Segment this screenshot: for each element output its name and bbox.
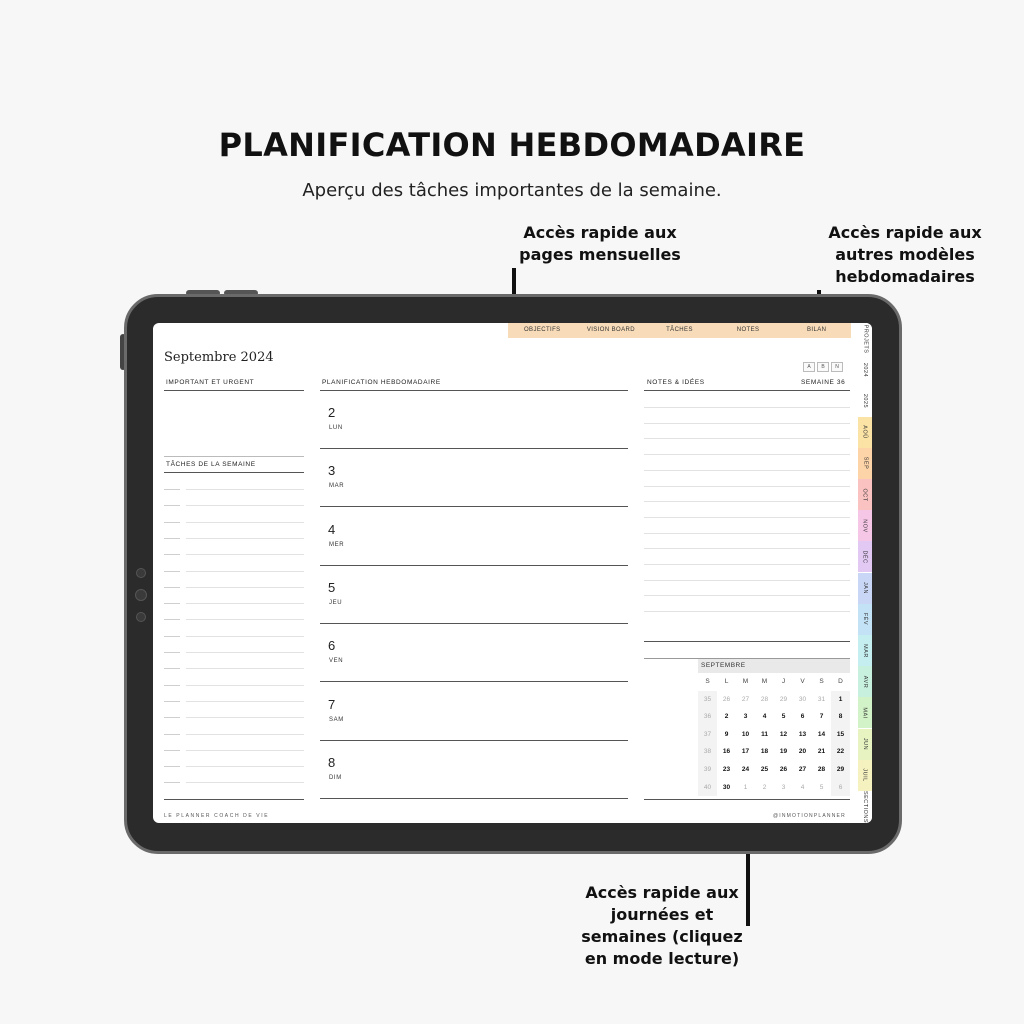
notes-ideas-label: NOTES & IDÉES <box>647 379 705 386</box>
mini-calendar-week <box>698 691 850 709</box>
weekday-header: M <box>742 678 749 685</box>
day-name: MAR <box>329 483 345 490</box>
calendar-day-link[interactable]: 11 <box>761 730 768 738</box>
task-line[interactable] <box>186 717 304 718</box>
side-tab-label: JUIL <box>862 768 868 782</box>
week-number-link[interactable]: 36 <box>698 708 717 726</box>
day-number: 2 <box>328 405 336 420</box>
week-number-link[interactable]: 35 <box>698 691 717 709</box>
calendar-day-link[interactable]: 31 <box>817 695 826 703</box>
calendar-day-link[interactable]: 10 <box>741 730 750 738</box>
day-number: 5 <box>328 579 336 595</box>
divider <box>164 472 304 473</box>
day-name: VEN <box>329 658 344 665</box>
task-line[interactable] <box>186 505 304 506</box>
nav-taches[interactable]: TÂCHES <box>645 323 714 338</box>
mini-calendar-week <box>698 708 850 726</box>
calendar-day-link[interactable]: 16 <box>722 748 731 756</box>
day-row[interactable] <box>320 741 628 799</box>
divider <box>164 390 304 391</box>
calendar-day-link[interactable]: 23 <box>722 765 731 773</box>
side-tab-label: MAI <box>862 707 868 719</box>
note-line[interactable] <box>644 501 850 502</box>
task-line[interactable] <box>186 766 304 767</box>
note-line[interactable] <box>644 454 850 455</box>
day-row[interactable] <box>320 624 628 682</box>
divider <box>164 456 304 457</box>
task-checkbox-line[interactable] <box>164 554 180 555</box>
task-checkbox-line[interactable] <box>164 750 180 751</box>
weekday-header: D <box>838 678 843 685</box>
task-line[interactable] <box>186 734 304 735</box>
calendar-day-link[interactable]: 26 <box>722 695 731 703</box>
side-tab[interactable] <box>858 635 872 666</box>
divider <box>164 799 304 800</box>
planner-screen <box>153 323 872 823</box>
calendar-day-link[interactable]: 27 <box>741 695 750 703</box>
divider <box>644 641 850 642</box>
day-name: LUN <box>329 425 343 431</box>
calendar-day-link[interactable]: 12 <box>779 730 788 738</box>
calendar-day-link[interactable]: 4 <box>800 783 805 791</box>
side-tab[interactable] <box>858 729 872 760</box>
calendar-day-link[interactable]: 21 <box>817 748 826 756</box>
calendar-day-link[interactable]: 27 <box>798 765 807 773</box>
divider <box>644 799 850 800</box>
calendar-day-link[interactable]: 5 <box>819 783 824 791</box>
side-tab-label: PROJETS <box>862 324 868 353</box>
page-headline: PLANIFICATION HEBDOMADAIRE <box>218 126 806 164</box>
day-name: JEU <box>329 599 343 606</box>
note-line[interactable] <box>644 407 850 408</box>
calendar-day-link[interactable]: 25 <box>760 765 769 773</box>
task-checkbox-line[interactable] <box>164 489 180 490</box>
task-checkbox-line[interactable] <box>164 522 180 523</box>
day-name: DIM <box>329 774 342 781</box>
nav-vision-board[interactable]: VISION BOARD <box>577 323 646 338</box>
mini-calendar-title: SEPTEMBRE <box>698 659 850 673</box>
week-nav-button[interactable]: A <box>803 362 815 372</box>
calendar-day-link[interactable]: 24 <box>741 765 750 773</box>
weekday-header: S <box>819 678 824 685</box>
calendar-day-link[interactable]: 6 <box>800 713 805 721</box>
calendar-day-link[interactable]: 26 <box>779 765 788 773</box>
calendar-day-link[interactable]: 3 <box>743 713 748 721</box>
side-tab[interactable] <box>858 448 872 479</box>
callout-monthly-pages <box>500 222 700 266</box>
mini-calendar-week <box>698 779 850 797</box>
mini-calendar-header <box>698 673 850 691</box>
calendar-day-link[interactable]: 15 <box>831 726 850 744</box>
side-tab-label: NOV <box>861 518 868 533</box>
callout-line: en mode lecture) <box>584 949 740 968</box>
side-tab-label: SECTIONS <box>862 790 868 823</box>
week-nav-button[interactable]: B <box>817 362 829 372</box>
side-tab-label: DÉC <box>862 550 868 564</box>
callout-line: Accès rapide aux <box>828 223 982 242</box>
calendar-day-link[interactable]: 29 <box>779 695 788 703</box>
calendar-day-link[interactable]: 13 <box>798 730 807 738</box>
calendar-day-link[interactable]: 2 <box>724 713 729 721</box>
calendar-day-link[interactable]: 4 <box>762 713 767 721</box>
side-tab-label: AOÛ <box>861 425 868 439</box>
task-line[interactable] <box>186 782 304 783</box>
day-name: MER <box>329 541 345 548</box>
camera-icon <box>136 568 146 578</box>
task-checkbox-line[interactable] <box>164 734 180 735</box>
calendar-day-link[interactable]: 19 <box>779 748 788 756</box>
calendar-day-link[interactable]: 18 <box>760 748 769 756</box>
footer-handle: @INMOTIONPLANNER <box>773 813 846 819</box>
note-line[interactable] <box>644 564 850 565</box>
calendar-day-link[interactable]: 8 <box>831 708 850 726</box>
day-row[interactable] <box>320 683 628 741</box>
weekday-header: L <box>724 678 729 685</box>
task-checkbox-line[interactable] <box>164 717 180 718</box>
side-tab[interactable] <box>858 573 872 604</box>
nav-bilan[interactable]: BILAN <box>782 323 851 338</box>
note-line[interactable] <box>644 517 850 518</box>
side-tab-label: OCT <box>862 487 868 502</box>
task-checkbox-line[interactable] <box>164 685 180 686</box>
mini-calendar-week <box>698 726 850 744</box>
note-line[interactable] <box>644 580 850 581</box>
task-line[interactable] <box>186 668 304 669</box>
side-tab[interactable] <box>858 791 872 822</box>
task-checkbox-line[interactable] <box>164 571 180 572</box>
calendar-day-link[interactable]: 20 <box>798 748 807 756</box>
camera-icon <box>136 612 146 622</box>
calendar-day-link[interactable]: 30 <box>722 783 731 791</box>
task-line[interactable] <box>186 489 304 490</box>
task-checkbox-line[interactable] <box>164 766 180 767</box>
day-row[interactable] <box>320 508 628 566</box>
mini-calendar-week <box>698 743 850 761</box>
side-tab[interactable] <box>858 541 872 572</box>
callout-line: Accès rapide aux <box>523 223 677 242</box>
calendar-day-link[interactable]: 9 <box>724 730 729 738</box>
task-line[interactable] <box>186 587 304 588</box>
side-tab[interactable] <box>858 760 872 791</box>
week-nav-button[interactable]: N <box>831 362 843 372</box>
task-checkbox-line[interactable] <box>164 619 180 620</box>
calendar-day-link[interactable]: 1 <box>743 783 748 791</box>
note-line[interactable] <box>644 595 850 596</box>
calendar-day-link[interactable]: 14 <box>817 730 826 738</box>
side-tab-label: 2025 <box>862 393 868 409</box>
week-nav <box>803 362 843 372</box>
task-line[interactable] <box>186 619 304 620</box>
task-line[interactable] <box>186 685 304 686</box>
side-tab-label: 2024 <box>862 362 868 377</box>
tasks-week-label: TÂCHES DE LA SEMAINE <box>166 461 256 468</box>
side-tab[interactable] <box>858 697 872 728</box>
side-tab-label: MAR <box>861 643 868 658</box>
day-number: 6 <box>328 638 336 654</box>
callout-weekly-templates <box>810 222 1000 288</box>
nav-objectifs[interactable]: OBJECTIFS <box>508 323 577 338</box>
task-checkbox-line[interactable] <box>164 782 180 783</box>
weekly-planning-label: PLANIFICATION HEBDOMADAIRE <box>322 379 441 386</box>
day-row[interactable] <box>320 449 628 507</box>
task-line[interactable] <box>186 554 304 555</box>
task-checkbox-line[interactable] <box>164 603 180 604</box>
task-checkbox-line[interactable] <box>164 538 180 539</box>
calendar-day-link[interactable]: 28 <box>760 695 769 703</box>
task-line[interactable] <box>186 538 304 539</box>
weekday-header: S <box>705 678 710 685</box>
mini-calendar-week <box>698 761 850 779</box>
day-row[interactable] <box>320 391 628 449</box>
task-line[interactable] <box>186 571 304 572</box>
calendar-day-link[interactable]: 5 <box>781 713 786 721</box>
task-line[interactable] <box>186 636 304 637</box>
callout-line: semaines (cliquez <box>581 927 743 946</box>
callout-line: hebdomadaires <box>835 267 975 286</box>
side-tab[interactable] <box>858 666 872 697</box>
camera-icon <box>135 589 147 601</box>
nav-notes[interactable]: NOTES <box>714 323 783 338</box>
calendar-day-link[interactable]: 28 <box>817 765 826 773</box>
calendar-day-link[interactable]: 22 <box>831 743 850 761</box>
day-number: 7 <box>328 696 336 712</box>
task-checkbox-line[interactable] <box>164 587 180 588</box>
important-urgent-label: IMPORTANT ET URGENT <box>166 379 255 386</box>
side-tab[interactable] <box>858 604 872 635</box>
calendar-day-link[interactable]: 17 <box>741 748 750 756</box>
calendar-day-link[interactable]: 7 <box>819 713 824 721</box>
top-nav <box>508 323 851 338</box>
calendar-day-link[interactable]: 29 <box>831 761 850 779</box>
side-tab-label: SEP <box>861 457 868 470</box>
calendar-day-link[interactable]: 6 <box>831 779 850 797</box>
weekday-header: V <box>800 678 805 685</box>
weekday-header: M <box>761 678 768 685</box>
side-tab[interactable] <box>858 510 872 541</box>
side-tabs <box>858 323 872 823</box>
footer-brand: LE PLANNER COACH DE VIE <box>164 813 270 819</box>
week-number-link[interactable]: 40 <box>698 779 717 797</box>
side-tab-label: AVR <box>862 675 868 688</box>
task-line[interactable] <box>186 652 304 653</box>
side-tab-label: FÉV <box>861 613 868 626</box>
task-line[interactable] <box>186 522 304 523</box>
week-number-link[interactable]: 39 <box>698 761 717 779</box>
side-tab-label: JUN <box>861 737 868 751</box>
note-line[interactable] <box>644 438 850 439</box>
side-tab[interactable] <box>858 417 872 448</box>
calendar-day-link[interactable]: 30 <box>798 695 807 703</box>
task-checkbox-line[interactable] <box>164 701 180 702</box>
month-title[interactable]: Septembre 2024 <box>164 350 274 365</box>
task-checkbox-line[interactable] <box>164 505 180 506</box>
callout-line: Accès rapide aux <box>585 883 739 902</box>
day-number: 8 <box>328 754 336 770</box>
note-line[interactable] <box>644 611 850 612</box>
day-name: SAM <box>329 716 344 723</box>
week-number-label: SEMAINE 36 <box>801 379 846 386</box>
task-line[interactable] <box>186 701 304 702</box>
calendar-day-link[interactable]: 1 <box>831 691 850 709</box>
day-row[interactable] <box>320 566 628 624</box>
note-line[interactable] <box>644 423 850 424</box>
divider <box>644 390 850 391</box>
note-line[interactable] <box>644 486 850 487</box>
side-tab[interactable] <box>858 385 872 416</box>
calendar-day-link[interactable]: 2 <box>762 783 767 791</box>
callout-days-weeks <box>572 882 752 970</box>
task-line[interactable] <box>186 750 304 751</box>
task-line[interactable] <box>186 603 304 604</box>
week-number-link[interactable]: 37 <box>698 726 717 744</box>
note-line[interactable] <box>644 470 850 471</box>
page-subtitle: Aperçu des tâches importantes de la semaine. <box>302 180 722 201</box>
task-checkbox-line[interactable] <box>164 668 180 669</box>
side-tab-label: JAN <box>861 582 868 595</box>
day-number: 4 <box>328 521 336 537</box>
callout-line: journées et <box>610 905 714 924</box>
note-line[interactable] <box>644 548 850 549</box>
week-number-link[interactable]: 38 <box>698 743 717 761</box>
side-tab[interactable] <box>858 323 872 354</box>
side-tab[interactable] <box>858 479 872 510</box>
task-checkbox-line[interactable] <box>164 652 180 653</box>
callout-line: autres modèles <box>835 245 975 264</box>
day-number: 3 <box>328 463 336 479</box>
callout-line: pages mensuelles <box>519 245 681 264</box>
task-checkbox-line[interactable] <box>164 636 180 637</box>
mini-calendar <box>698 659 850 796</box>
calendar-day-link[interactable]: 3 <box>781 783 786 791</box>
side-tab[interactable] <box>858 354 872 385</box>
weekday-header: J <box>781 678 786 685</box>
note-line[interactable] <box>644 533 850 534</box>
